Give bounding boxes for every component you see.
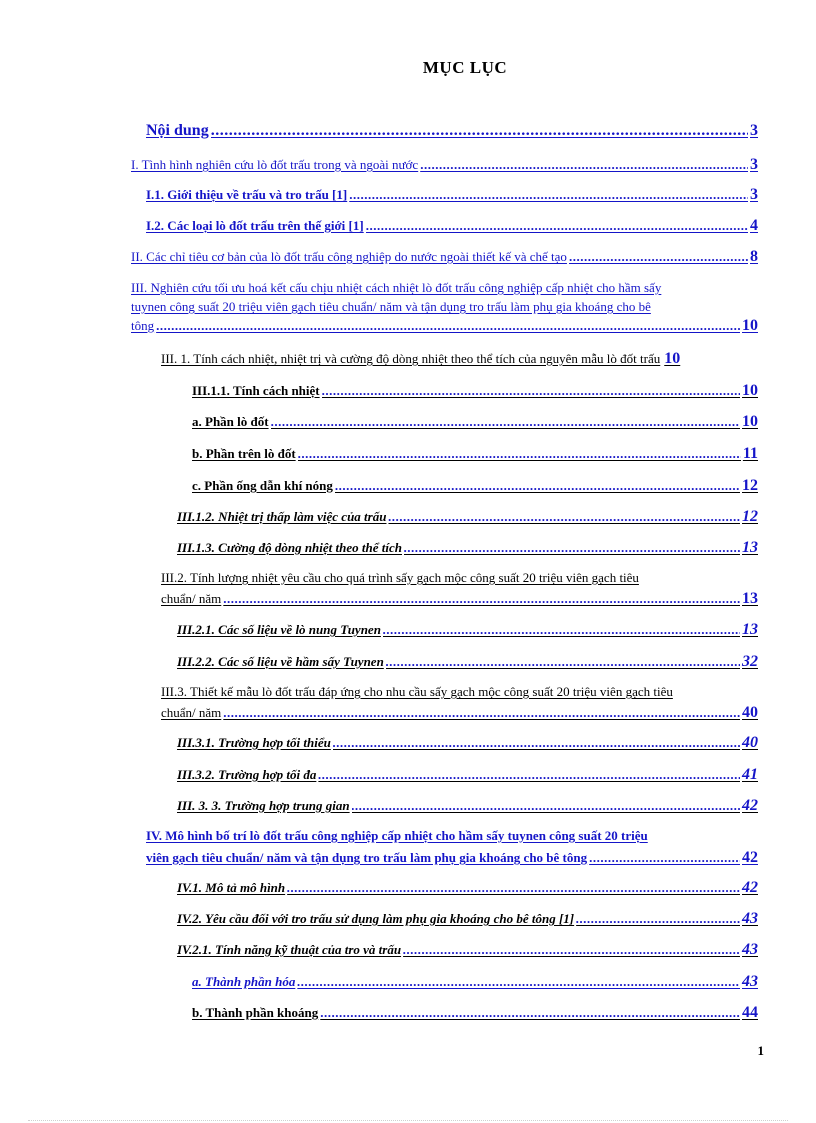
toc-entry[interactable]: I.1. Giới thiệu về trấu và tro trấu [1] ..... 3: [146, 186, 758, 203]
toc-entry[interactable]: IV.1. Mô tả mô hình ..... 42: [177, 879, 758, 896]
toc-page: 10: [664, 350, 681, 367]
toc-page: 11: [742, 445, 758, 462]
toc-entry[interactable]: c. Phần ống dẫn khí nóng ..... 12: [192, 477, 758, 494]
toc-entry[interactable]: IV.2. Yêu cầu đối với tro trấu sử dụng làm phụ gia khoáng cho bê tông [1] ..... 43: [177, 910, 758, 927]
toc-page: 43: [742, 910, 758, 927]
toc-entry[interactable]: III.3.2. Trường hợp tối đa ..... 41: [177, 766, 758, 783]
leader-dots: [223, 702, 740, 723]
toc-entry[interactable]: III. 1. Tính cách nhiệt, nhiệt trị và cường độ dòng nhiệt theo thể tích của nguyên mẫu lò đốt trấu 10: [161, 350, 681, 367]
leader-dots: [569, 248, 748, 265]
toc-page: 12: [742, 508, 758, 525]
toc-page: 43: [742, 941, 758, 958]
leader-dots: [352, 797, 740, 814]
leader-dots: [349, 186, 748, 203]
page-title: MỤC LỤC: [422, 58, 508, 77]
toc-page: 3: [750, 156, 758, 173]
toc-page: 44: [742, 1004, 758, 1021]
leader-dots: [287, 879, 740, 896]
leader-dots: [322, 382, 740, 399]
toc-page: 42: [742, 849, 758, 866]
leader-dots: [404, 539, 740, 556]
toc-page: 13: [742, 590, 758, 607]
leader-dots: [335, 477, 740, 494]
toc-entry[interactable]: I.2. Các loại lò đốt trấu trên thế giới [1] ..... 4: [146, 217, 758, 234]
toc-page: 3: [750, 186, 758, 203]
leader-dots: [271, 413, 740, 430]
leader-dots: [318, 766, 740, 783]
toc-entry[interactable]: a. Thành phần hóa ..... 43: [192, 973, 758, 990]
toc-entry[interactable]: III. Nghiên cứu tối ưu hoá kết cấu chịu nhiệt cách nhiệt lò đốt trấu công nghiệp cấp nhiệt cho hầm sấy tuynen công suất 20 triệu viên gạch tiêu chuẩn/ năm và tận dụng tro trấu làm phụ gia khoáng cho bê tông ..... 10: [131, 278, 758, 335]
leader-dots: [403, 941, 740, 958]
toc-page: 10: [742, 413, 758, 430]
leader-dots: [366, 217, 748, 234]
leader-dots: [156, 316, 740, 335]
toc-page: 10: [742, 317, 758, 334]
toc-entry[interactable]: a. Phần lò đốt ..... 10: [192, 413, 758, 430]
toc-page: 43: [742, 973, 758, 990]
leader-dots: [223, 588, 740, 609]
toc-entry[interactable]: III.1.1. Tính cách nhiệt ..... 10: [192, 382, 758, 399]
toc-page: 32: [742, 653, 758, 670]
leader-dots: [383, 621, 740, 638]
toc-entry[interactable]: b. Thành phần khoáng ..... 44: [192, 1004, 758, 1021]
leader-dots: [297, 973, 740, 990]
toc-entry[interactable]: IV. Mô hình bố trí lò đốt trấu công nghiệp cấp nhiệt cho hầm sấy tuynen công suất 20 triệu viên gạch tiêu chuẩn/ năm và tận dụng tro trấu làm phụ gia khoáng cho bê tông ..... 42: [146, 825, 758, 869]
leader-dots: [576, 910, 740, 927]
toc-entry[interactable]: III.3.1. Trường hợp tối thiểu ..... 40: [177, 734, 758, 751]
leader-dots: [388, 508, 740, 525]
leader-dots: [386, 653, 740, 670]
toc-entry[interactable]: III. 3. 3. Trường hợp trung gian ..... 42: [177, 797, 758, 814]
toc-page: 40: [742, 734, 758, 751]
toc-entry[interactable]: III.3. Thiết kế mẫu lò đốt trấu đáp ứng cho nhu cầu sấy gạch mộc công suất 20 triệu viên gạch tiêu chuẩn/ năm ..... 40: [161, 681, 758, 723]
page-bottom-divider: [28, 1120, 788, 1121]
page-number: 1: [757, 1043, 764, 1058]
toc-entry[interactable]: b. Phần trên lò đốt ..... 11: [192, 445, 758, 462]
toc-page: 40: [742, 704, 758, 721]
toc-entry[interactable]: III.2.2. Các số liệu về hầm sấy Tuynen ..... 32: [177, 653, 758, 670]
toc-page: 8: [750, 248, 758, 265]
leader-dots: [211, 122, 748, 139]
toc-page: 4: [750, 217, 758, 234]
toc-page: 3: [750, 122, 758, 139]
toc-page: 13: [742, 539, 758, 556]
leader-dots: [320, 1004, 740, 1021]
toc-entry[interactable]: IV.2.1. Tính năng kỹ thuật của tro và trấu ..... 43: [177, 941, 758, 958]
toc-entry[interactable]: III.1.2. Nhiệt trị thấp làm việc của trấu ..... 12: [177, 508, 758, 525]
toc-entry[interactable]: I. Tình hình nghiên cứu lò đốt trấu trong và ngoài nước ..... 3: [131, 156, 758, 173]
toc-page: 13: [742, 621, 758, 638]
toc-page: 42: [742, 797, 758, 814]
toc-page: 12: [742, 477, 758, 494]
toc-entry[interactable]: Nội dung ..... 3: [146, 122, 758, 139]
toc-entry[interactable]: III.2.1. Các số liệu về lò nung Tuynen ..... 13: [177, 621, 758, 638]
toc-entry[interactable]: II. Các chỉ tiêu cơ bản của lò đốt trấu công nghiệp do nước ngoài thiết kế và chế tạo ..... 8: [131, 248, 758, 265]
toc-entry[interactable]: III.1.3. Cường độ dòng nhiệt theo thể tích ..... 13: [177, 539, 758, 556]
leader-dots: [420, 156, 748, 173]
leader-dots: [333, 734, 740, 751]
toc-page: 42: [742, 879, 758, 896]
toc-entry[interactable]: III.2. Tính lượng nhiệt yêu cầu cho quá trình sấy gạch mộc công suất 20 triệu viên gạch tiêu chuẩn/ năm ..... 13: [161, 567, 758, 609]
toc-page: 10: [742, 382, 758, 399]
toc-page: 41: [742, 766, 758, 783]
leader-dots: [298, 445, 741, 462]
leader-dots: [589, 847, 740, 869]
